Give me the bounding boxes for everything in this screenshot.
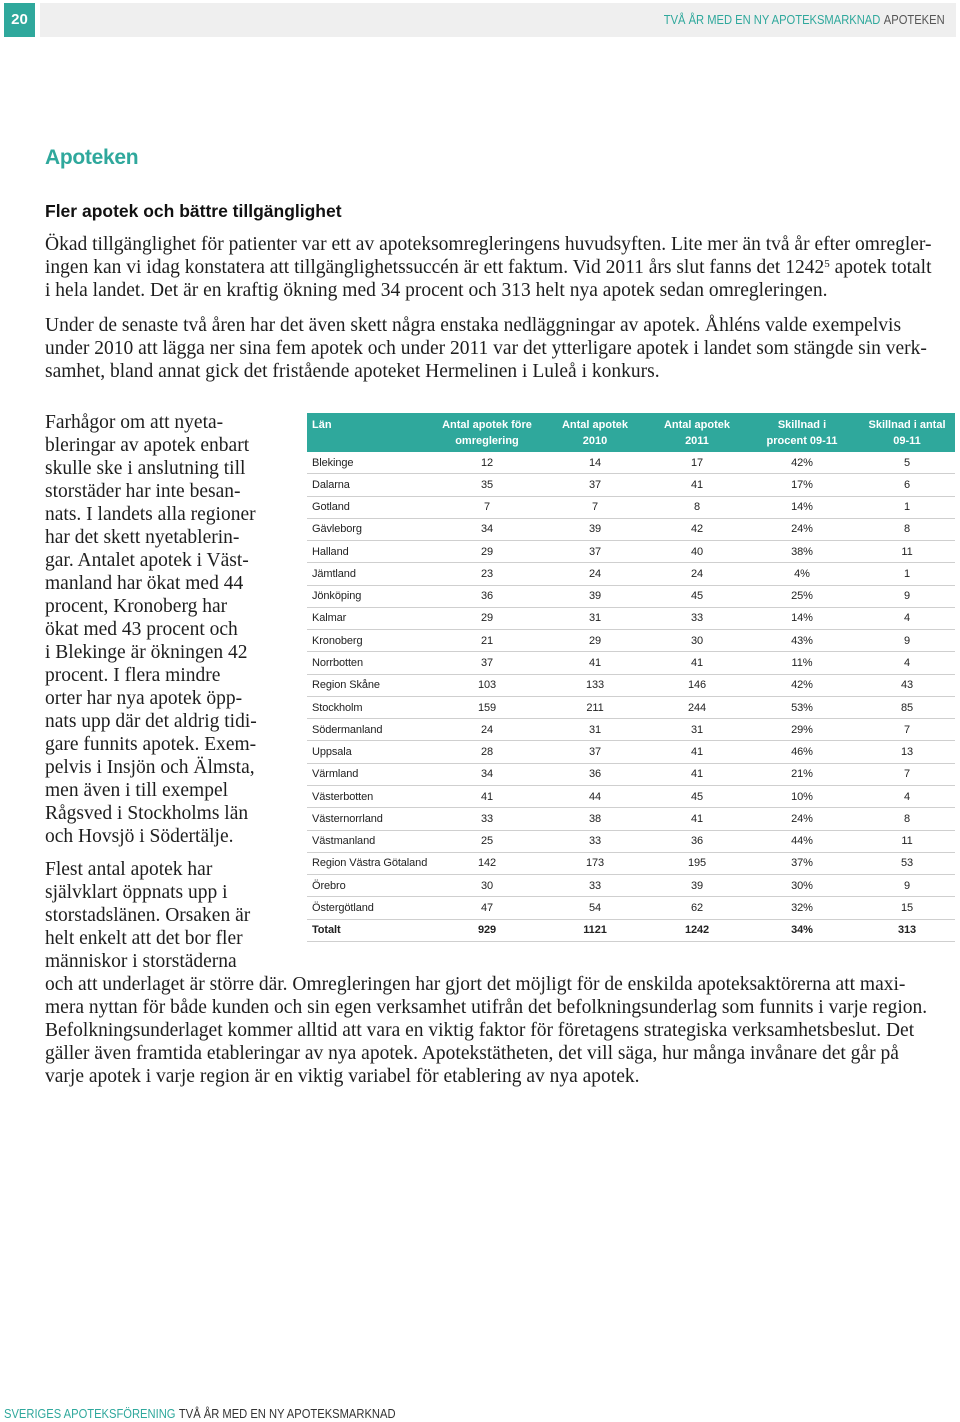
change-percent-cell: 44%	[791, 835, 813, 848]
table-row	[307, 563, 955, 585]
pharmacies-before-cell: 47	[480, 901, 494, 914]
pharmacies-2010-cell: 31	[588, 612, 602, 625]
pharmacies-2010-cell: 133	[585, 679, 605, 692]
text-line: orter har nya apotek öpp-	[45, 688, 243, 709]
pharmacies-2010-cell: 7	[591, 501, 599, 514]
pharmacies-2011-cell: 41	[690, 768, 704, 781]
table-row	[307, 741, 955, 763]
pharmacies-before-cell: 103	[477, 679, 497, 692]
text-line: ökat med 43 procent och	[45, 619, 238, 640]
pharmacies-2011-cell: 39	[690, 879, 704, 892]
pharmacies-2010-cell: 37	[588, 545, 602, 558]
text-line: pelvis i Insjön och Älmsta,	[45, 757, 255, 778]
pharmacies-2011-cell: 42	[690, 523, 704, 536]
table-row	[307, 675, 955, 697]
pharmacies-before-cell: 23	[480, 567, 494, 580]
change-count-cell: 1	[903, 567, 911, 580]
pharmacies-2010-cell: 14	[588, 456, 602, 469]
table-header-text: Antal apotek	[561, 419, 628, 431]
table-header-text: 2011	[685, 435, 709, 447]
pharmacies-before-cell: 929	[477, 924, 497, 937]
pharmacies-2011-cell: 146	[687, 679, 707, 692]
footer-publication: TVÅ ÅR MED EN NY APOTEKSMARKNAD	[178, 1406, 396, 1421]
pharmacies-before-cell: 37	[480, 657, 494, 670]
change-count-cell: 8	[903, 523, 911, 536]
table-body	[307, 452, 955, 942]
pharmacies-2010-cell: 33	[588, 879, 602, 892]
text-line: Befolkningsunderlaget kommer alltid att vara en viktig faktor för företagens strategiska verksamhetsbeslut. Det	[45, 1020, 915, 1041]
text-line: skulle ske i anslutning till	[45, 458, 246, 479]
text-line: nats. I landets alla regioner	[45, 504, 256, 525]
text-line: men även i till exempel	[45, 780, 229, 801]
change-count-cell: 43	[900, 679, 914, 692]
pharmacies-2011-cell: 30	[690, 634, 704, 647]
county-cell: Region Skåne	[312, 679, 380, 692]
county-cell: Gävleborg	[312, 523, 362, 536]
text-line: gare funnits apotek. Exem-	[45, 734, 257, 755]
table-header-text: Antal apotek	[663, 419, 730, 431]
pharmacies-2011-cell: 45	[690, 590, 704, 603]
change-percent-cell: 32%	[791, 901, 813, 914]
running-header	[40, 3, 956, 37]
pharmacies-before-cell: 21	[480, 634, 494, 647]
pharmacies-before-cell: 142	[477, 857, 497, 870]
table-header-text: Skillnad i	[777, 419, 827, 431]
text-line: manland har ökat med 44	[45, 573, 244, 594]
pharmacies-before-cell: 7	[483, 501, 491, 514]
table-header-text: 2010	[582, 435, 608, 447]
pharmacies-before-cell: 34	[480, 768, 494, 781]
pharmacies-before-cell: 30	[480, 879, 494, 892]
table-row	[307, 831, 955, 853]
text-line: och att underlaget är större där. Omregleringen har gjort det möjligt för de enskilda apoteksaktörerna att maxi-	[45, 974, 906, 995]
county-cell: Värmland	[312, 768, 359, 781]
pharmacies-before-cell: 41	[480, 790, 494, 803]
county-cell: Stockholm	[312, 701, 363, 714]
change-percent-cell: 46%	[791, 746, 813, 759]
pharmacies-2011-cell: 244	[687, 701, 707, 714]
change-percent-cell: 14%	[791, 501, 813, 514]
pharmacies-2010-cell: 33	[588, 835, 602, 848]
text-line: har det skett nyetablerin-	[45, 527, 240, 548]
county-cell: Östergötland	[312, 901, 374, 914]
pharmacies-2011-cell: 62	[690, 901, 704, 914]
pharmacies-2010-cell: 39	[588, 523, 602, 536]
table-header-text: Skillnad i antal	[868, 419, 946, 431]
change-count-cell: 5	[903, 456, 911, 469]
text-line: procent. I flera mindre	[45, 665, 221, 686]
pharmacies-2010-cell: 44	[588, 790, 602, 803]
change-percent-cell: 43%	[791, 634, 813, 647]
change-percent-cell: 34%	[791, 924, 813, 937]
table-row	[307, 608, 955, 630]
text-line: bleringar av apotek enbart	[45, 435, 250, 456]
table-header-row	[307, 413, 955, 452]
intro-paragraph-2	[45, 314, 955, 383]
pharmacies-2010-cell: 29	[588, 634, 602, 647]
change-count-cell: 4	[903, 657, 911, 670]
county-cell: Uppsala	[312, 746, 352, 759]
change-percent-cell: 42%	[791, 456, 813, 469]
county-cell: Västmanland	[312, 835, 376, 848]
change-percent-cell: 11%	[791, 657, 813, 670]
section-label: APOTEKEN	[884, 12, 945, 27]
text-line: helt enkelt att det bor fler	[45, 928, 243, 949]
pharmacies-2011-cell: 24	[690, 567, 704, 580]
running-title: TVÅ ÅR MED EN NY APOTEKSMARKNAD	[664, 12, 881, 27]
table-header-cell	[649, 413, 745, 452]
change-count-cell: 313	[897, 924, 917, 937]
pharmacies-2010-cell: 36	[588, 768, 602, 781]
pharmacies-before-cell: 159	[477, 701, 497, 714]
pharmacies-2010-cell: 41	[588, 657, 602, 670]
change-count-cell: 13	[900, 746, 914, 759]
pharmacies-2011-cell: 17	[690, 456, 704, 469]
county-cell: Halland	[312, 545, 349, 558]
text-line: under 2010 att lägga ner sina fem apotek och under 2011 var det ytterligare apotek i landet som stängde sin verk-	[45, 338, 927, 359]
pharmacies-before-cell: 35	[480, 478, 494, 491]
change-percent-cell: 24%	[791, 812, 813, 825]
change-percent-cell: 4%	[794, 567, 810, 580]
change-percent-cell: 17%	[791, 478, 813, 491]
text-line: procent, Kronoberg har	[45, 596, 228, 617]
pharmacies-2010-cell: 211	[586, 701, 604, 714]
text-line-part: ingen kan vi idag konstatera att tillgänglighetssuccén är ett faktum. Vid 2011 års slut fanns det 1242	[45, 257, 825, 278]
county-cell: Jönköping	[312, 590, 362, 603]
pharmacies-before-cell: 33	[480, 812, 494, 825]
pharmacies-before-cell: 28	[480, 746, 494, 759]
pharmacies-2011-cell: 40	[690, 545, 704, 558]
county-cell: Kalmar	[312, 612, 347, 625]
county-cell: Västernorrland	[312, 812, 383, 825]
table-row	[307, 764, 955, 786]
change-percent-cell: 42%	[791, 679, 813, 692]
table-row	[307, 853, 955, 875]
pharmacies-before-cell: 25	[480, 835, 494, 848]
pharmacies-2011-cell: 33	[690, 612, 704, 625]
pharmacies-2010-cell: 31	[588, 723, 602, 736]
change-count-cell: 53	[900, 857, 914, 870]
pharmacies-2011-cell: 31	[690, 723, 704, 736]
text-line: gäller även framtida etableringar av nya apotek. Apotekstätheten, det vill säga, hur många invånare det går på	[45, 1043, 899, 1064]
page-number-badge: 20	[4, 3, 35, 37]
text-line: Farhågor om att nyeta-	[45, 412, 224, 433]
text-line: varje apotek i varje region är en viktig variabel för etablering av nya apotek.	[45, 1066, 640, 1087]
text-line: självklart öppnats upp i	[45, 882, 228, 903]
table-row	[307, 697, 955, 719]
table-row	[307, 497, 955, 519]
table-row	[307, 897, 955, 919]
table-row	[307, 541, 955, 563]
county-cell: Västerbotten	[312, 790, 374, 803]
change-percent-cell: 38%	[791, 545, 813, 558]
change-count-cell: 4	[903, 612, 911, 625]
text-line: Rågsved i Stockholms län	[45, 803, 249, 824]
county-cell: Kronoberg	[312, 634, 363, 647]
table-row	[307, 786, 955, 808]
pharmacies-2010-cell: 38	[588, 812, 602, 825]
pharmacies-before-cell: 29	[480, 612, 494, 625]
text-line: storstadslänen. Orsaken är	[45, 905, 251, 926]
page-footer	[4, 1407, 396, 1421]
table-header-cell	[433, 413, 541, 452]
change-count-cell: 15	[900, 901, 914, 914]
footer-organization: SVERIGES APOTEKSFÖRENING	[4, 1406, 176, 1421]
change-percent-cell: 29%	[791, 723, 813, 736]
pharmacies-2011-cell: 41	[690, 746, 704, 759]
table-row	[307, 519, 955, 541]
table-header-cell	[307, 413, 433, 452]
table-header-text: omreglering	[455, 435, 519, 447]
pharmacies-2010-cell: 1121	[583, 924, 607, 937]
change-count-cell: 1	[903, 501, 911, 514]
text-line: människor i storstäderna	[45, 951, 237, 972]
county-cell: Norrbotten	[312, 657, 363, 670]
pharmacies-2011-cell: 45	[690, 790, 704, 803]
text-line: i Blekinge är ökningen 42	[45, 642, 248, 663]
table-header-cell	[859, 413, 955, 452]
table-row	[307, 452, 955, 474]
text-line: samhet, bland annat gick det fristående apoteket Hermelinen i Luleå i konkurs.	[45, 361, 660, 382]
pharmacies-2011-cell: 195	[687, 857, 707, 870]
pharmacies-2011-cell: 1242	[684, 924, 710, 937]
running-header-text	[664, 3, 945, 37]
change-count-cell: 9	[903, 590, 911, 603]
pharmacies-before-cell: 24	[480, 723, 494, 736]
text-line: Under de senaste två åren har det även skett några enstaka nedläggningar av apotek. Åhléns valde exempelvis	[45, 315, 902, 336]
county-cell: Södermanland	[312, 723, 383, 736]
pharmacies-2010-cell: 37	[588, 746, 602, 759]
table-header-text: 09-11	[893, 435, 921, 447]
pharmacies-2011-cell: 36	[690, 835, 704, 848]
text-line	[45, 256, 955, 279]
text-line: i hela landet. Det är en kraftig ökning med 34 procent och 313 helt nya apotek sedan omregleringen.	[45, 280, 828, 301]
pharmacies-2010-cell: 173	[585, 857, 605, 870]
county-cell: Totalt	[312, 924, 341, 937]
table-header-text: Län	[312, 419, 332, 431]
intro-paragraph-1	[45, 233, 955, 302]
change-percent-cell: 14%	[791, 612, 813, 625]
pharmacies-2011-cell: 41	[690, 478, 704, 491]
table-row	[307, 630, 955, 652]
change-count-cell: 6	[903, 478, 911, 491]
table-header-cell	[745, 413, 859, 452]
table-row	[307, 474, 955, 496]
section-title: Apoteken	[45, 146, 139, 169]
change-percent-cell: 24%	[791, 523, 813, 536]
table-row	[307, 586, 955, 608]
change-percent-cell: 10%	[791, 790, 813, 803]
pharmacies-before-cell: 34	[480, 523, 494, 536]
change-percent-cell: 25%	[791, 590, 813, 603]
pharmacies-before-cell: 12	[480, 456, 494, 469]
footnote-marker: 5	[824, 257, 830, 270]
text-line: storstäder har inte besan-	[45, 481, 241, 502]
change-count-cell: 7	[903, 768, 911, 781]
change-percent-cell: 30%	[791, 879, 813, 892]
text-line: Ökad tillgänglighet för patienter var ett av apoteksomregleringens huvudsyften. Lite mer än två år efter omregler-	[45, 234, 932, 255]
county-cell: Örebro	[312, 879, 346, 892]
text-line: gar. Antalet apotek i Väst-	[45, 550, 249, 571]
county-cell: Region Västra Götaland	[312, 857, 428, 870]
change-count-cell: 11	[901, 545, 913, 558]
pharmacies-2010-cell: 37	[588, 478, 602, 491]
pharmacies-before-cell: 36	[480, 590, 494, 603]
county-cell: Gotland	[312, 501, 350, 514]
county-cell: Blekinge	[312, 456, 354, 469]
change-count-cell: 9	[903, 634, 911, 647]
change-count-cell: 8	[903, 812, 911, 825]
pharmacies-before-cell: 29	[480, 545, 494, 558]
change-count-cell: 4	[903, 790, 911, 803]
change-percent-cell: 21%	[791, 768, 813, 781]
county-cell: Jämtland	[312, 567, 356, 580]
table-total-row	[307, 920, 955, 942]
pharmacies-2011-cell: 41	[690, 812, 704, 825]
pharmacies-2011-cell: 41	[690, 657, 704, 670]
table-header-text: Antal apotek före	[442, 419, 532, 431]
table-row	[307, 875, 955, 897]
text-line: nats upp där det aldrig tidi-	[45, 711, 257, 732]
change-percent-cell: 37%	[791, 857, 813, 870]
table-header-text: procent 09-11	[766, 435, 838, 447]
side-paragraph-1	[45, 411, 300, 848]
pharmacies-2010-cell: 24	[588, 567, 602, 580]
table-row	[307, 652, 955, 674]
county-pharmacy-table	[307, 413, 955, 942]
pharmacies-2011-cell: 8	[693, 501, 701, 514]
table-row	[307, 808, 955, 830]
text-line: och Hovsjö i Södertälje.	[45, 826, 234, 847]
table-header-cell	[541, 413, 649, 452]
table-row	[307, 719, 955, 741]
text-line-part: apotek totalt	[829, 257, 932, 278]
change-count-cell: 7	[903, 723, 911, 736]
change-count-cell: 11	[901, 835, 913, 848]
text-line: Flest antal apotek har	[45, 859, 213, 880]
county-cell: Dalarna	[312, 478, 350, 491]
subheading: Fler apotek och bättre tillgänglighet	[45, 201, 342, 221]
text-line: mera nyttan för både kunden och sin egen verksamhet utifrån det befolkningsunderlag som funnits i varje region.	[45, 997, 928, 1018]
change-count-cell: 85	[900, 701, 914, 714]
pharmacies-2010-cell: 54	[588, 901, 602, 914]
pharmacies-2010-cell: 39	[588, 590, 602, 603]
change-percent-cell: 53%	[791, 701, 813, 714]
change-count-cell: 9	[903, 879, 911, 892]
